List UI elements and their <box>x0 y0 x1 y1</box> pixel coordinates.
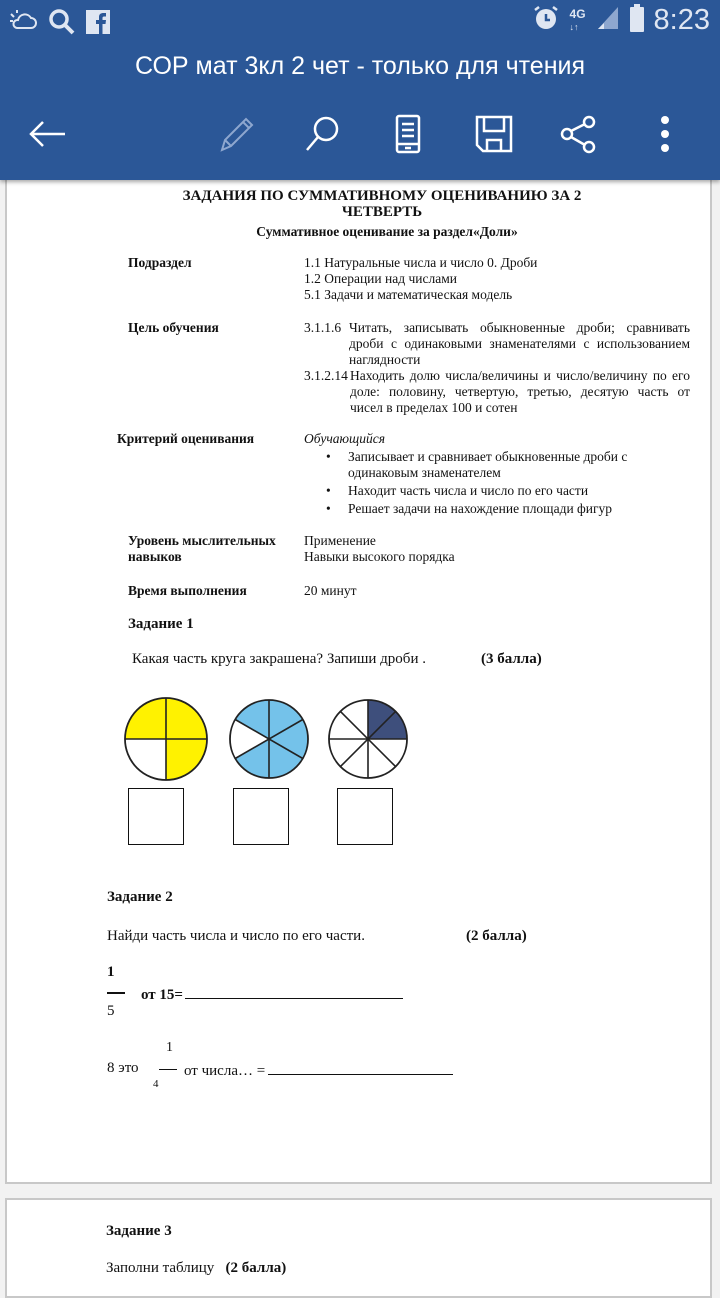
more-vertical-icon <box>659 114 671 154</box>
time-value: 20 минут <box>304 583 357 598</box>
fraction-bar <box>107 992 125 994</box>
share-button[interactable] <box>551 106 607 162</box>
task3-points: (2 балла) <box>225 1260 287 1276</box>
criteria-list <box>306 449 666 519</box>
criteria-intro: Обучающийся <box>304 431 386 446</box>
level-value: Навыки высокого порядка <box>304 549 455 564</box>
battery-icon <box>630 4 644 37</box>
search-icon <box>302 114 342 154</box>
document-page-1[interactable] <box>5 178 712 1184</box>
circle-sixths <box>230 700 308 778</box>
goal-text: Читать, записывать обыкновенные дроби; сравнивать дроби с одинаковыми знаменателями с использованием наглядности <box>349 320 690 367</box>
heading-line-2: ЧЕТВЕРТЬ <box>341 204 423 220</box>
level-value: Применение <box>304 533 376 548</box>
fraction-circles <box>121 696 411 782</box>
criteria-item: • Записывает и сравнивает обыкновенные дроби с одинаковым знаменателем <box>306 449 666 481</box>
task2-title: Задание 2 <box>107 889 173 905</box>
goal-code: 3.1.2.14 <box>304 368 348 383</box>
save-button[interactable] <box>466 106 522 162</box>
expr1-numerator: 1 <box>107 964 115 980</box>
expr2-text: от числа… = <box>184 1060 453 1079</box>
task2-question: Найди часть числа и число по его части. <box>107 928 365 944</box>
app-bar <box>0 0 720 180</box>
fraction-bar <box>159 1069 177 1070</box>
toolbar <box>0 106 720 162</box>
goal-code: 3.1.1.6 <box>304 320 342 335</box>
expr2-prefix: 8 это <box>107 1060 139 1076</box>
goal-text: Находить долю числа/величины и число/величину по его доле: половину, четвертую, третью, десятую часть от чисел в пределах 100 и сотен <box>350 368 690 415</box>
share-icon <box>559 114 599 154</box>
status-bar <box>0 0 720 46</box>
facebook-icon <box>86 10 110 39</box>
answer-box-2[interactable] <box>233 788 289 845</box>
network-4g-icon: 4G ↓↑ <box>569 7 586 32</box>
criteria-label: Критерий оценивания <box>117 431 255 446</box>
task3-title: Задание 3 <box>106 1223 172 1239</box>
time-label: Время выполнения <box>128 583 247 598</box>
subsection-item: 1.1 Натуральные числа и число 0. Дроби <box>304 255 538 270</box>
arrow-back-icon <box>27 119 67 149</box>
edit-button[interactable] <box>208 106 264 162</box>
criteria-item: • Находит часть числа и число по его части <box>306 483 666 499</box>
back-button[interactable] <box>19 106 75 162</box>
expr1-denominator: 5 <box>107 1003 115 1019</box>
expr2-denominator: 4 <box>153 1078 159 1090</box>
signal-icon <box>596 5 620 36</box>
task2-points: (2 балла) <box>466 928 527 944</box>
document-page-2[interactable] <box>5 1198 712 1298</box>
expr2-numerator: 1 <box>166 1040 173 1055</box>
goal-label: Цель обучения <box>128 320 219 335</box>
expr1-text: от 15= <box>141 984 403 1003</box>
floppy-disk-icon <box>474 114 514 154</box>
task3-question: Заполни таблицу (2 балла) <box>106 1260 287 1276</box>
subheading: Суммативное оценивание за раздел«Доли» <box>256 224 518 239</box>
document-title: СОР мат 3кл 2 чет - только для чтения <box>134 52 586 80</box>
more-options-button[interactable] <box>637 106 693 162</box>
answer-box-1[interactable] <box>128 788 184 845</box>
task1-question: Какая часть круга закрашена? Запиши дроби . <box>132 651 426 667</box>
search-button[interactable] <box>294 106 350 162</box>
subsection-item: 1.2 Операции над числами <box>304 271 457 286</box>
task1-points: (3 балла) <box>481 651 542 667</box>
answer-line-1[interactable] <box>185 984 403 999</box>
weather-cloud-sun-icon <box>8 8 38 41</box>
mobile-view-icon <box>393 114 423 154</box>
task1-title: Задание 1 <box>128 616 194 632</box>
answer-box-3[interactable] <box>337 788 393 845</box>
level-label: Уровень мыслительных навыков <box>128 533 276 564</box>
search-icon <box>48 8 76 41</box>
heading-line-1: ЗАДАНИЯ ПО СУММАТИВНОМУ ОЦЕНИВАНИЮ ЗА 2 <box>182 188 582 204</box>
clock: 8:23 <box>653 4 710 36</box>
alarm-icon <box>532 4 560 37</box>
criteria-item: • Решает задачи на нахождение площади фигур <box>306 501 666 517</box>
pencil-icon <box>216 114 256 154</box>
mobile-view-button[interactable] <box>380 106 436 162</box>
subsection-label: Подраздел <box>128 255 192 270</box>
answer-line-2[interactable] <box>268 1060 453 1075</box>
circle-quarters <box>125 698 207 780</box>
circle-eighths <box>329 700 407 778</box>
subsection-item: 5.1 Задачи и математическая модель <box>304 287 513 302</box>
